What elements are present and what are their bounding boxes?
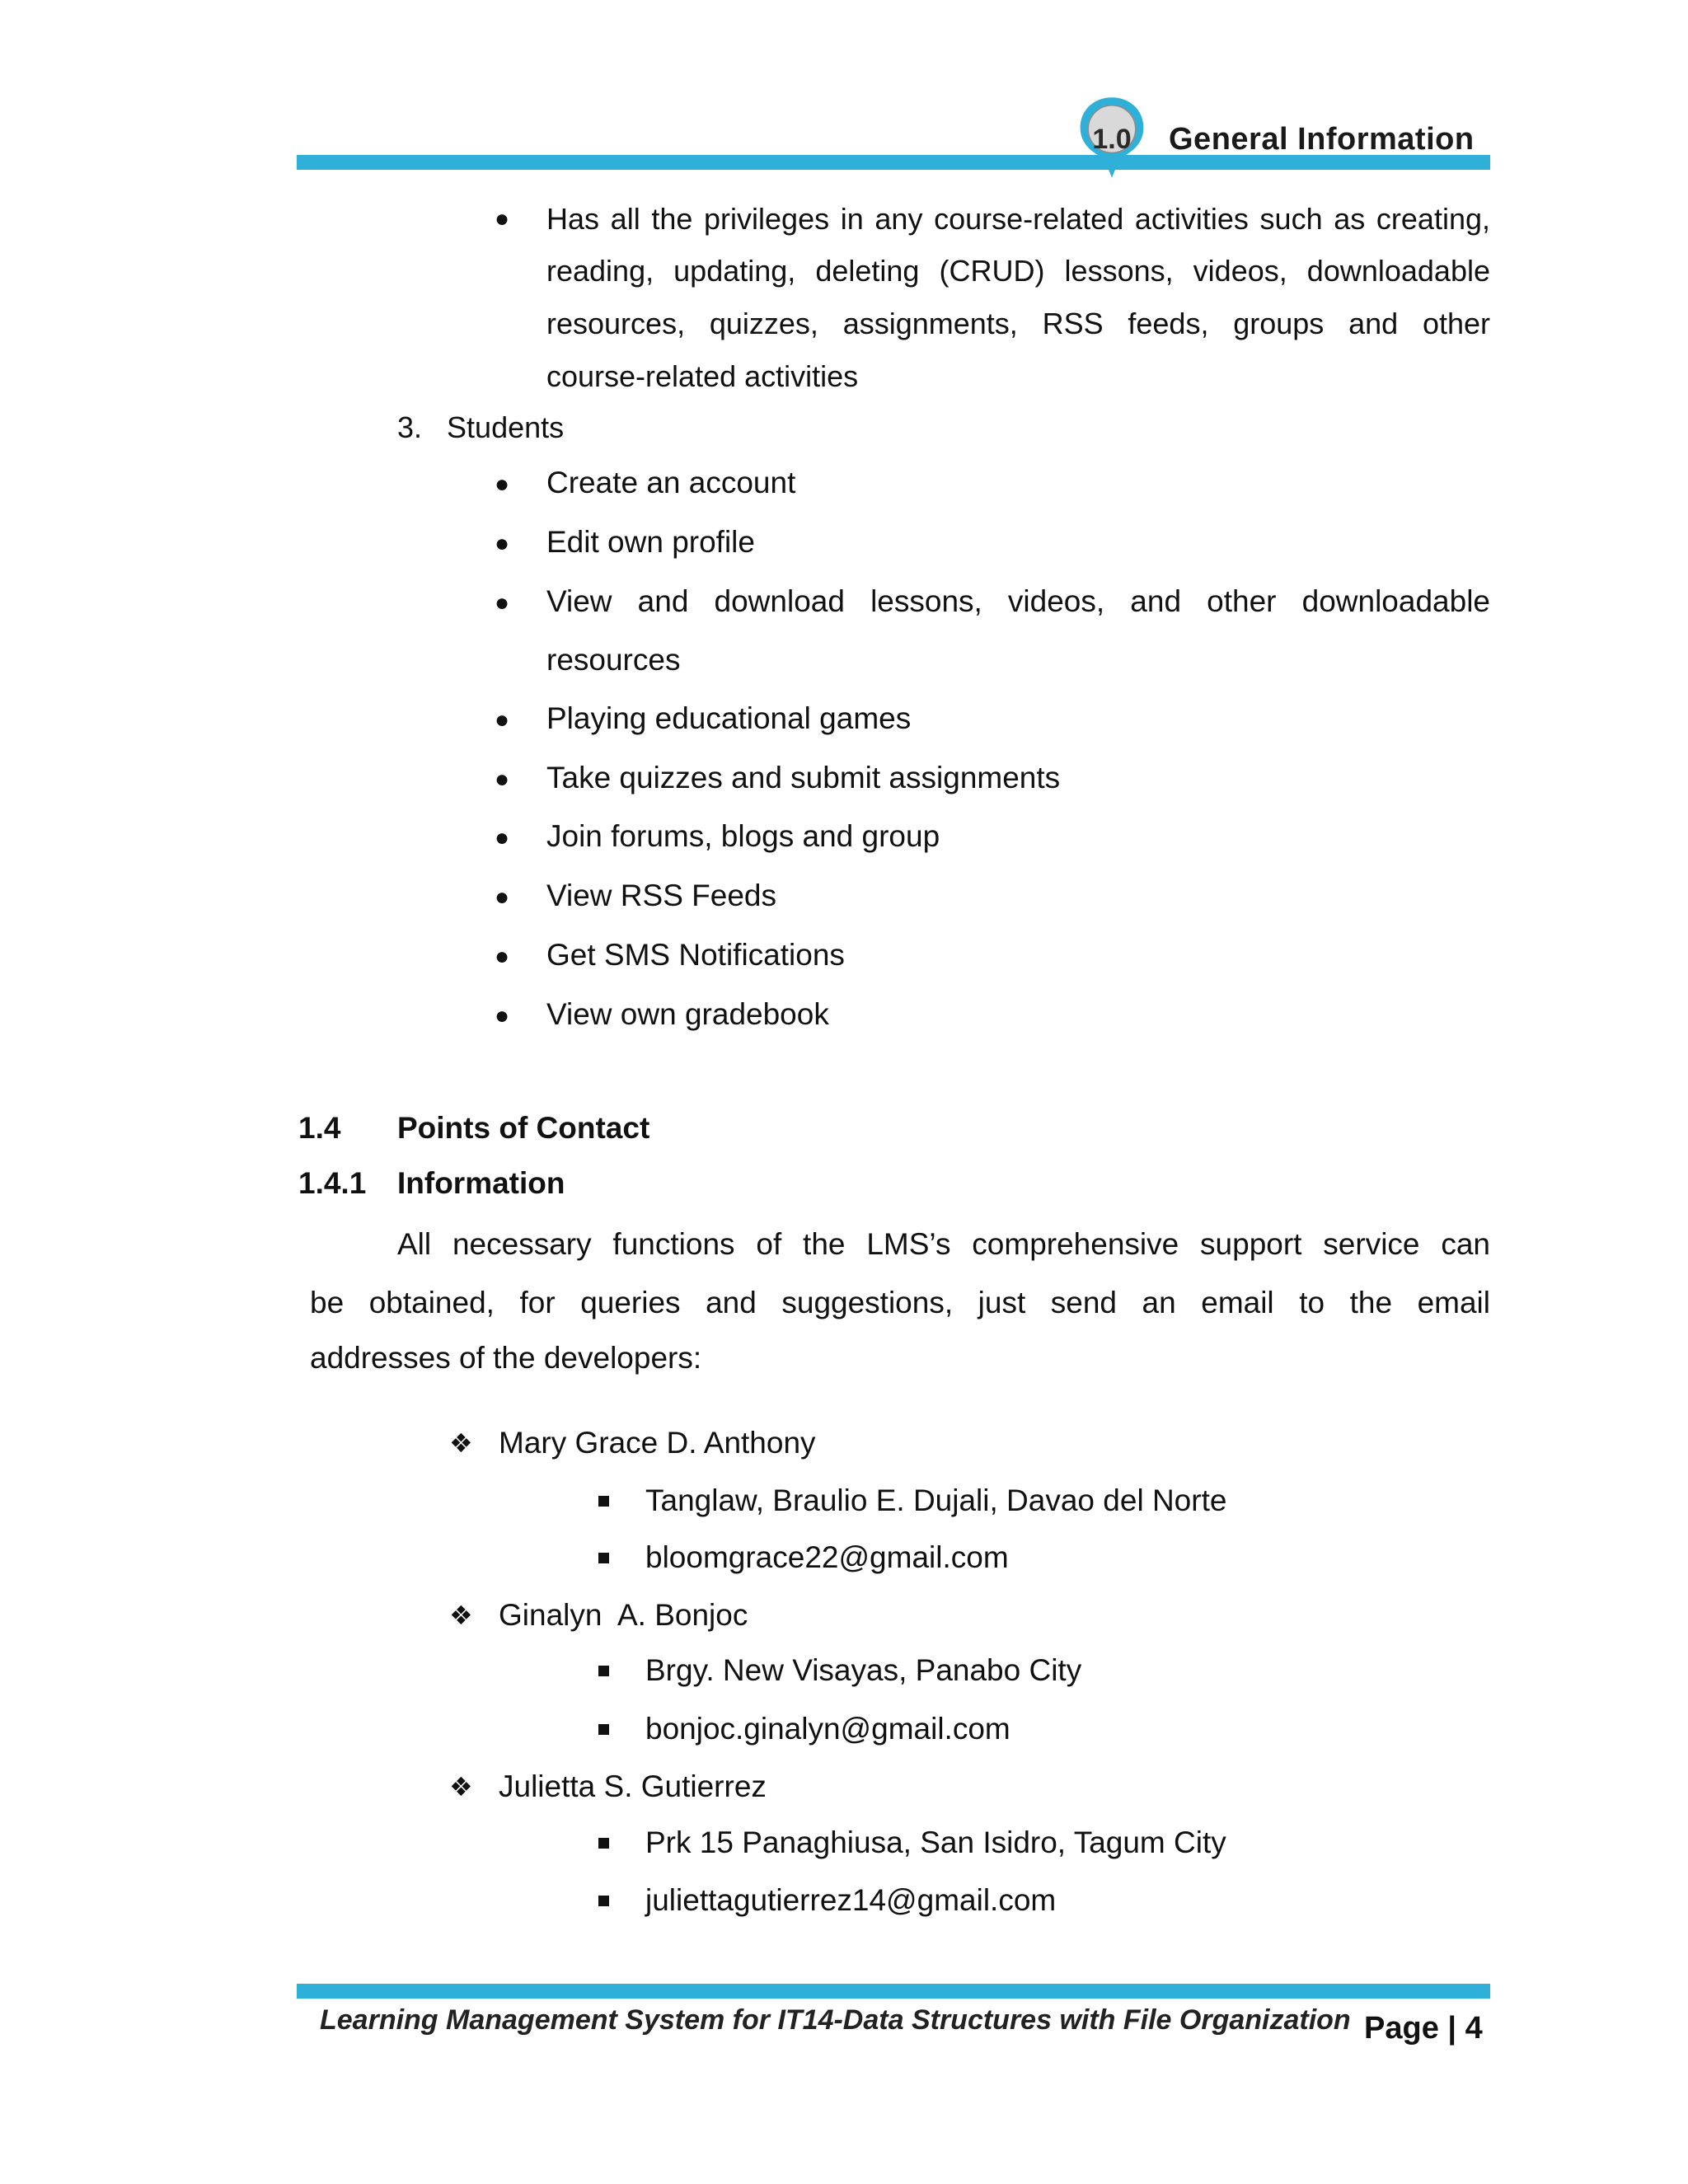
teacher-bullet-line-4: course-related activities (546, 359, 859, 393)
student-item-continuation: resources (546, 643, 681, 677)
student-item: Take quizzes and submit assignments (546, 761, 1061, 794)
footer-title: Learning Management System for IT14-Data Structures with File Organization (320, 2004, 1351, 2036)
diamond-bullet-icon: ❖ (449, 1428, 473, 1458)
bullet-dot: ● (495, 589, 510, 616)
paragraph-line-2: be obtained, for queries and suggestions, just send an email to the email (310, 1286, 1490, 1319)
teacher-bullet-line-3: resources, quizzes, assignments, RSS feeds, groups and other (546, 307, 1490, 340)
contact-name: Julietta S. Gutierrez (499, 1769, 767, 1803)
diamond-bullet-icon: ❖ (449, 1601, 473, 1630)
student-item: Get SMS Notifications (546, 938, 845, 972)
student-item: Join forums, blogs and group (546, 819, 940, 853)
subsection-title: Information (397, 1166, 565, 1200)
square-bullet-icon (598, 1724, 609, 1735)
square-bullet-icon (598, 1666, 609, 1676)
students-heading: 3. Students (397, 410, 565, 444)
contact-address: Prk 15 Panaghiusa, San Isidro, Tagum City (645, 1825, 1226, 1859)
paragraph-line-3: addresses of the developers: (310, 1341, 702, 1375)
bullet-dot: ● (495, 471, 510, 498)
square-bullet-icon (598, 1553, 609, 1563)
student-item: Create an account (546, 466, 796, 499)
contact-address: Tanglaw, Braulio E. Dujali, Davao del Norte (645, 1483, 1227, 1517)
subsection-number: 1.4.1 (298, 1166, 367, 1200)
diamond-bullet-icon: ❖ (449, 1772, 473, 1802)
teacher-bullet-line-2: reading, updating, deleting (CRUD) lessons, videos, downloadable (546, 254, 1490, 288)
section-number: 1.4 (298, 1111, 341, 1145)
student-item: Edit own profile (546, 525, 755, 559)
contact-email: juliettagutierrez14@gmail.com (645, 1883, 1057, 1917)
page-number: Page | 4 (1364, 2011, 1483, 2046)
bullet-dot: ● (495, 706, 510, 733)
contact-email: bloomgrace22@gmail.com (645, 1540, 1009, 1574)
student-item: View own gradebook (546, 997, 829, 1031)
contact-address: Brgy. New Visayas, Panabo City (645, 1653, 1082, 1687)
bullet-dot: ● (495, 205, 510, 232)
section-title: Points of Contact (397, 1111, 650, 1145)
bullet-dot: ● (495, 766, 510, 793)
bullet-dot: ● (495, 530, 510, 557)
footer-bar (297, 1984, 1490, 1999)
square-bullet-icon (598, 1896, 609, 1906)
bullet-dot: ● (495, 943, 510, 970)
student-item: View RSS Feeds (546, 879, 776, 912)
paragraph-line-1: All necessary functions of the LMS’s comprehensive support service can (397, 1227, 1490, 1261)
contact-name: Mary Grace D. Anthony (499, 1426, 816, 1460)
square-bullet-icon (598, 1496, 609, 1507)
bullet-dot: ● (495, 824, 510, 851)
contact-name: Ginalyn A. Bonjoc (499, 1598, 748, 1632)
student-item: Playing educational games (546, 701, 912, 735)
bullet-dot: ● (495, 1002, 510, 1029)
bullet-dot: ● (495, 883, 510, 911)
contact-email: bonjoc.ginalyn@gmail.com (645, 1712, 1010, 1746)
student-item: View and download lessons, videos, and other downloadable (546, 584, 1490, 618)
header-section-number: 1.0 (1092, 124, 1132, 155)
teacher-bullet-line-1: Has all the privileges in any course-related activities such as creating, (546, 202, 1490, 236)
square-bullet-icon (598, 1838, 609, 1849)
header-title: General Information (1169, 122, 1475, 157)
